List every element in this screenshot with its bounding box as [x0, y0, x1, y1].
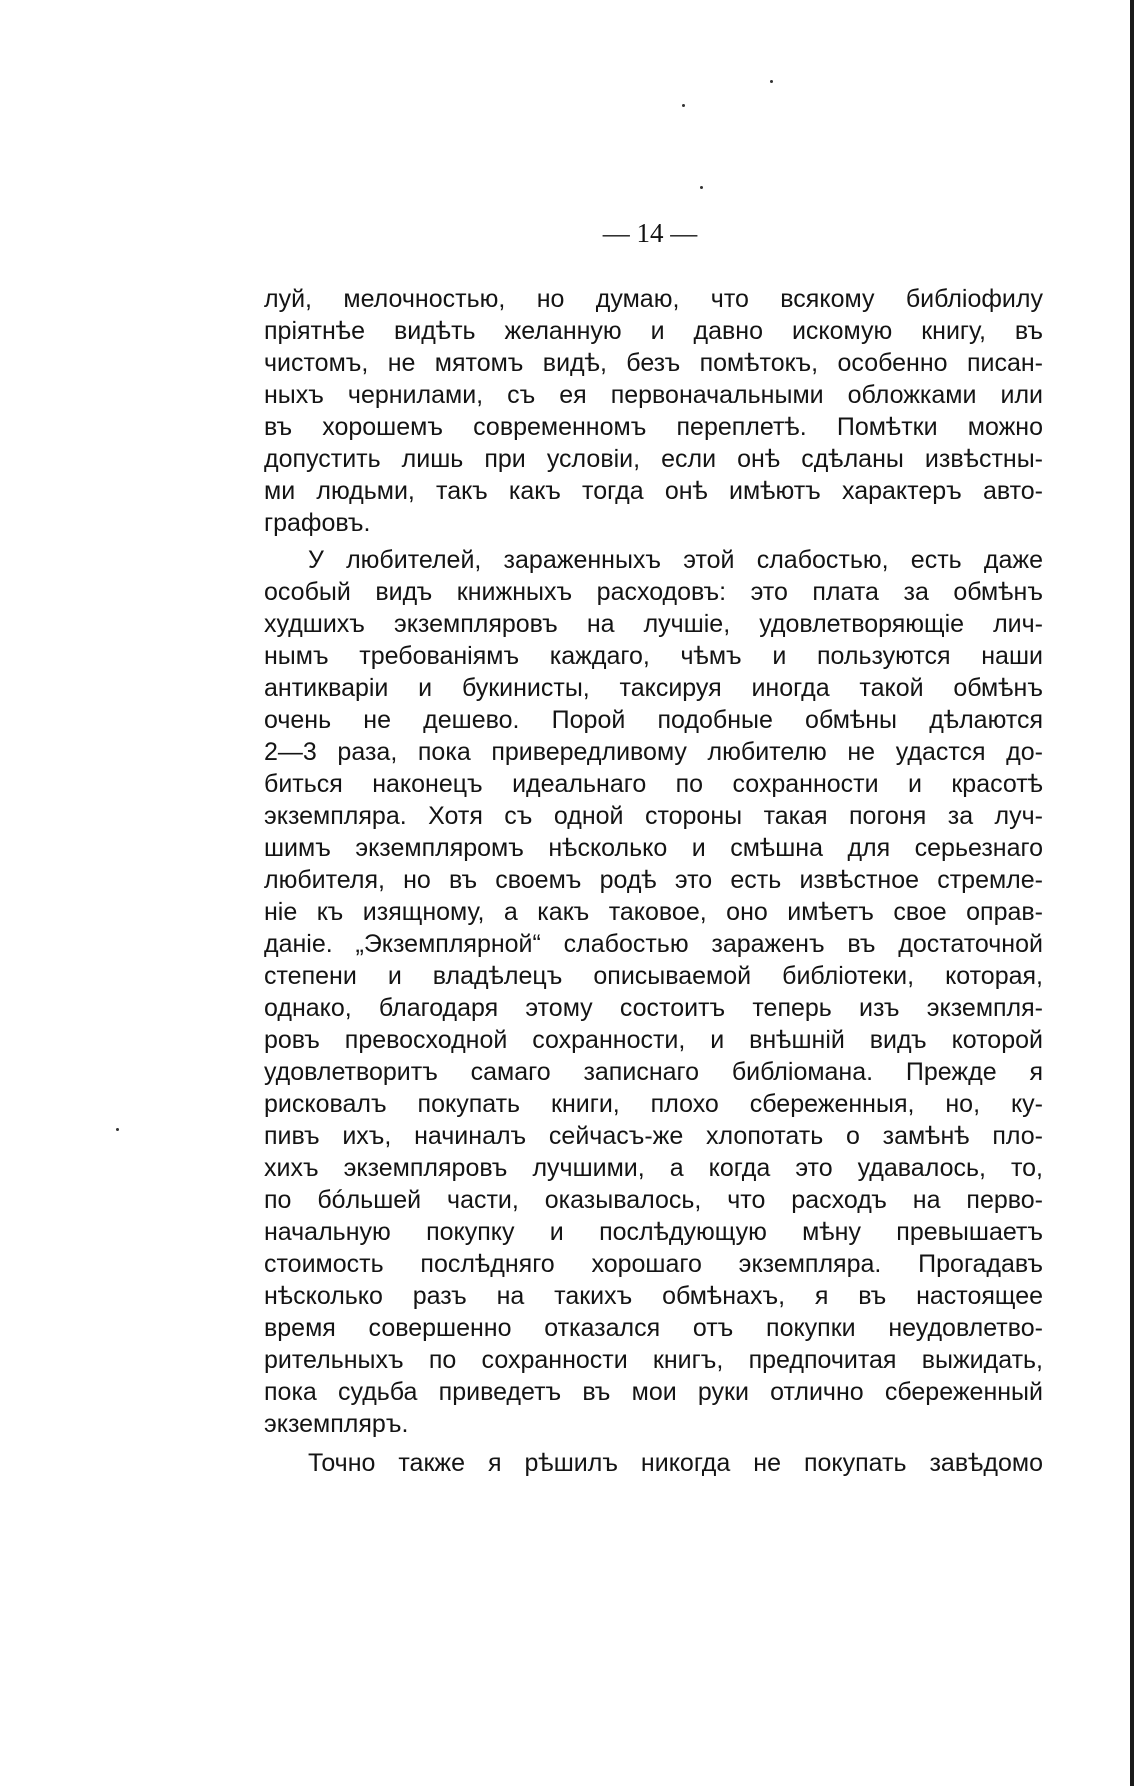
text-line: графовъ. — [264, 509, 371, 537]
text-line: биться наконецъ идеальнаго по сохранности и красотѣ — [264, 770, 1043, 798]
paragraph-3 — [264, 1447, 1043, 1479]
scan-speck — [682, 104, 685, 107]
text-line: шимъ экземпляромъ нѣсколько и смѣшна для серьезнаго — [264, 834, 1043, 862]
text-line: нымъ требованіямъ каждаго, чѣмъ и пользуются наши — [264, 642, 1043, 670]
text-line: ровъ превосходной сохранности, и внѣшній видъ которой — [264, 1026, 1043, 1054]
text-line: экземпляра. Хотя съ одной стороны такая погоня за луч- — [264, 802, 1043, 830]
text-line: луй, мелочностью, но думаю, что всякому библіофилу — [264, 285, 1043, 313]
text-line: ніе къ изящному, а какъ таковое, оно имѣетъ свое оправ- — [264, 898, 1043, 926]
text-line: начальную покупку и послѣдующую мѣну превышаетъ — [264, 1218, 1043, 1246]
text-line: рисковалъ покупать книги, плохо сбереженныя, но, ку- — [264, 1090, 1043, 1118]
scan-speck — [770, 80, 773, 83]
text-line: пивъ ихъ, начиналъ сейчасъ-же хлопотать о замѣнѣ пло- — [264, 1122, 1043, 1150]
text-line: пока судьба приведетъ въ мои руки отлично сбереженный — [264, 1378, 1043, 1406]
text-line: 2—3 раза, пока привередливому любителю не удастся до- — [264, 738, 1043, 766]
text-line: экземпляръ. — [264, 1410, 409, 1438]
text-line: ми людьми, такъ какъ тогда онѣ имѣютъ характеръ авто- — [264, 477, 1043, 505]
text-line: время совершенно отказался отъ покупки неудовлетво- — [264, 1314, 1043, 1342]
text-line: чистомъ, не мятомъ видѣ, безъ помѣтокъ, особенно писан- — [264, 349, 1043, 377]
text-line: рительныхъ по сохранности книгъ, предпочитая выжидать, — [264, 1346, 1043, 1374]
text-line: допустить лишь при условіи, если онѣ сдѣланы извѣстны- — [264, 445, 1043, 473]
page-edge-border — [1130, 0, 1134, 1786]
paragraph-1 — [264, 283, 1043, 539]
scan-speck — [700, 186, 703, 189]
text-line: ныхъ чернилами, съ ея первоначальными обложками или — [264, 381, 1043, 409]
text-line: пріятнѣе видѣть желанную и давно искомую книгу, въ — [264, 317, 1043, 345]
text-line: особый видъ книжныхъ расходовъ: это плата за обмѣнъ — [264, 578, 1043, 606]
paragraph-2 — [264, 544, 1043, 1440]
text-line: степени и владѣлецъ описываемой библіотеки, которая, — [264, 962, 1043, 990]
page-number: — 14 — — [602, 218, 698, 248]
text-line: даніе. „Экземплярной“ слабостью зараженъ въ достаточной — [264, 930, 1043, 958]
text-line: очень не дешево. Порой подобные обмѣны дѣлаются — [264, 706, 1043, 734]
text-line: худшихъ экземпляровъ на лучшіе, удовлетворяющіе лич- — [264, 610, 1043, 638]
text-line: однако, благодаря этому состоитъ теперь изъ экземпля- — [264, 994, 1043, 1022]
text-line: любителя, но въ своемъ родѣ это есть извѣстное стремле- — [264, 866, 1043, 894]
text-line: Точно также я рѣшилъ никогда не покупать завѣдомо — [308, 1449, 1043, 1477]
text-line: стоимость послѣдняго хорошаго экземпляра. Прогадавъ — [264, 1250, 1043, 1278]
text-line: хихъ экземпляровъ лучшими, а когда это удавалось, то, — [264, 1154, 1043, 1182]
scan-speck — [116, 1128, 119, 1131]
text-line: по бóльшей части, оказывалось, что расходъ на перво- — [264, 1186, 1043, 1214]
text-line: въ хорошемъ современномъ переплетѣ. Помѣтки можно — [264, 413, 1043, 441]
text-line: нѣсколько разъ на такихъ обмѣнахъ, я въ настоящее — [264, 1282, 1043, 1310]
text-line: удовлетворитъ самаго записнаго библіомана. Прежде я — [264, 1058, 1043, 1086]
text-line: У любителей, зараженныхъ этой слабостью, есть даже — [308, 546, 1043, 574]
text-line: антикваріи и букинисты, таксируя иногда такой обмѣнъ — [264, 674, 1043, 702]
